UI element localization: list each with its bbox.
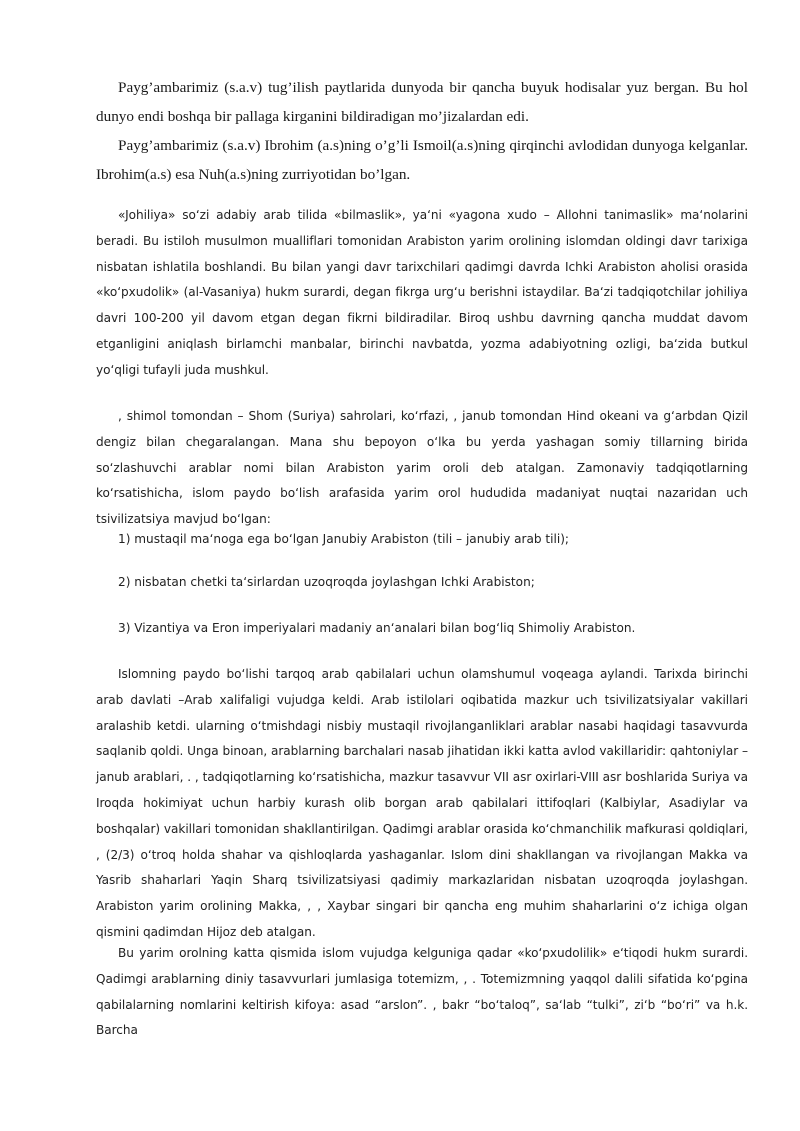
intro-paragraph-1: Payg’ambarimiz (s.a.v) tug’ilish paytlarida dunyoda bir qancha buyuk hodisalar yuz bergan. Bu hol dunyo endi boshqa bir pallaga kirganini bildiradigan mo’jizalardan edi. [96, 79, 748, 125]
johiliya-paragraph: «Johiliya» so‘zi adabiy arab tilida «bilmaslik», ya‘ni «yagona xudo – Allohni tanimaslik» ma‘nolarini beradi. Bu istiloh musulmon mualliflari tomonidan Arabiston yarim orolining islomdan oldingi davr tarixiga nisbatan ishlatila boshlandi. Bu bilan yangi davr tarixchilari qadimgi davrda Ichki Arabiston aholisi orasida «ko‘pxudolik» (al-Vasaniya) hukm surardi, degan fikrga urg‘u berishni istaydilar. Ba‘zi tadqiqotchilar johiliya davri 100-200 yil davom etgan degan fikrni bildiradilar. Biroq ushbu davrning qancha muddat davom etganligini aniqlash birlamchi manbalar, birinchi navbatda, yozma adabiyotning ozligi, ba‘zida butkul yo‘qligi tufayli juda mushkul. [96, 208, 748, 377]
list-item [96, 570, 748, 596]
list-item-3: 3) Vizantiya va Eron imperiyalari madaniy an‘analari bilan bog‘liq Shimoliy Arabiston. [118, 621, 636, 635]
list-item [96, 616, 748, 642]
intro-paragraph-2: Payg’ambarimiz (s.a.v) Ibrohim (a.s)ning o’g’li Ismoil(a.s)ning qirqinchi avlodidan dunyoga kelganlar. Ibrohim(a.s) esa Nuh(a.s)ning zurriyotidan bo’lgan. [96, 137, 748, 183]
list-item [96, 527, 748, 553]
islom-paragraph: Islomning paydo bo‘lishi tarqoq arab qabilalari uchun olamshumul voqeaga aylandi. Tarixda birinchi arab davlati –Arab xalifaligi vujudga keldi. Arab istilolari oqibatida mazkur uch tsivilizatsiyalar vakillari aralashib ketdi. ularning o‘tmishdagi nisbiy mustaqil rivojlanganliklari arablar nasabi haqidagi tasavvurda saqlanib qoldi. Unga binoan, arablarning barchalari nasab jihatidan ikki katta avlod vakillaridir: qahtoniylar – janub arablari, . , tadqiqotlarning ko‘rsatishicha, mazkur tasavvur VII asr oxirlari-VIII asr boshlarida Suriya va Iroqda hokimiyat uchun harbiy kurash olib borgan arab qabilalari ittifoqlari (Kalbiylar, Asadiylar va boshqalar) vakillari tomonidan shakllantirilgan. Qadimgi arablar orasida ko‘chmanchilik mafkurasi qoldiqlari, , (2/3) o‘troq holda shahar va qishloqlarda yashaganlar. Islom dini shakllangan va rivojlangan Makka va Yasrib shaharlari Yaqin Sharq tsivilizatsiyasi qadimiy markazlaridan nisbatan uzoqroqda joylashgan. Arabiston yarim orolining Makka, , , Xaybar singari bir qancha eng muhim shaharlarini o‘z ichiga olgan qismini qadimdan Hijoz deb atalgan. [96, 667, 748, 939]
intro-block [96, 73, 748, 189]
religion-paragraph: Bu yarim orolning katta qismida islom vujudga kelguniga qadar «ko‘pxudolilik» e‘tiqodi hukm surardi. Qadimgi arablarning diniy tasavvurlari jumlasiga totemizm, , . Totemizmning yaqqol dalili sifatida ko‘pgina qabilalarning nomlarini keltirish kifoya: asad “arslon”. , bakr “bo‘taloq”, sa‘lab “tulki”, zi‘b “bo‘ri” va h.k. Barcha [96, 946, 748, 1038]
religion-block [96, 941, 748, 1044]
geography-block [96, 404, 748, 533]
johiliya-block [96, 203, 748, 384]
list-item-2: 2) nisbatan chetki ta‘sirlardan uzoqroqda joylashgan Ichki Arabiston; [118, 575, 535, 589]
islom-block [96, 662, 748, 946]
geography-paragraph: , shimol tomondan – Shom (Suriya) sahrolari, ko‘rfazi, , janub tomondan Hind okeani va g‘arbdan Qizil dengiz bilan chegaralangan. Mana shu bepoyon o‘lka bu yerda yashagan somiy tillarning birida so‘zlashuvchi arablar nomi bilan Arabiston yarim oroli deb atalgan. Zamonaviy tadqiqotlarning ko‘rsatishicha, islom paydo bo‘lish arafasida yarim orol hududida madaniyat nuqtai nazaridan uch tsivilizatsiya mavjud bo‘lgan: [96, 409, 748, 527]
list-item-1: 1) mustaqil ma‘noga ega bo‘lgan Janubiy Arabiston (tili – janubiy arab tili); [118, 532, 570, 546]
